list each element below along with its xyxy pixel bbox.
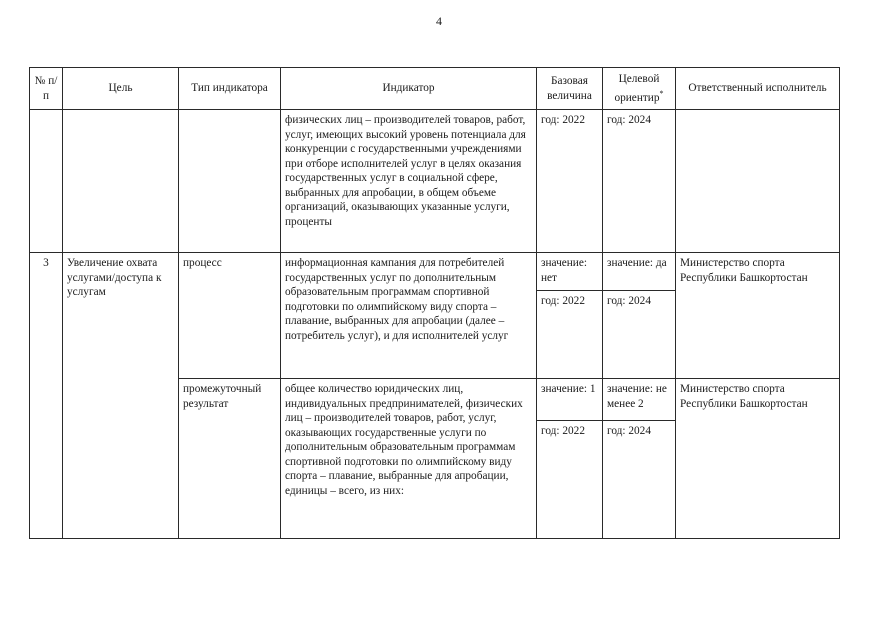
cell-responsible: Министерство спорта Республики Башкортостан <box>676 253 840 379</box>
cell-indicator: информационная кампания для потребителей государственных услуг по дополнительным образовательным программам спортивной подготовки по олимпийскому виду спорта – плавание, выбранных для апробации (далее – потребитель услуг), и для исполнителей услуг <box>281 253 537 379</box>
table-header-row <box>30 68 840 110</box>
cell-base-year: год: 2022 <box>537 291 603 379</box>
cell-target-year: год: 2024 <box>603 291 676 379</box>
header-target <box>603 68 676 110</box>
cell-num: 3 <box>30 253 63 539</box>
cell-base-year: год: 2022 <box>537 110 603 253</box>
cell-goal <box>63 110 179 253</box>
cell-indicator: физических лиц – производителей товаров, работ, услуг, имеющих высокий уровень потенциала для конкуренции с государственными учреждениями при отборе исполнителей услуг в целях оказания государственных услуг в социальной сфере, выбранных для апробации, в общем объеме организаций, оказывающих указанные услуги, проценты <box>281 110 537 253</box>
header-indicator: Индикатор <box>281 68 537 110</box>
header-responsible: Ответственный исполнитель <box>676 68 840 110</box>
header-target-footnote-mark: * <box>659 88 664 98</box>
cell-goal: Увеличение охвата услугами/доступа к услугам <box>63 253 179 539</box>
cell-base-value: значение: 1 <box>537 379 603 421</box>
cell-indicator: общее количество юридических лиц, индивидуальных предпринимателей, физических лиц – производителей товаров, работ, услуг, оказывающих государственные услуги по дополнительным образовательным программам спортивной подготовки по олимпийскому виду спорта – плавание, выбранные для апробации, единицы – всего, из них: <box>281 379 537 539</box>
cell-base-year: год: 2022 <box>537 421 603 539</box>
cell-base-value: значение: нет <box>537 253 603 291</box>
cell-target-year: год: 2024 <box>603 421 676 539</box>
cell-type: процесс <box>179 253 281 379</box>
cell-target-year: год: 2024 <box>603 110 676 253</box>
header-target-label: Целевой ориентир <box>614 73 660 104</box>
header-base-value: Базовая величина <box>537 68 603 110</box>
indicators-table <box>29 67 840 539</box>
page-number: 4 <box>436 14 442 28</box>
cell-responsible: Министерство спорта Республики Башкортостан <box>676 379 840 539</box>
cell-type <box>179 110 281 253</box>
header-goal: Цель <box>63 68 179 110</box>
table-row <box>30 110 840 253</box>
table-row <box>30 253 840 291</box>
cell-target-value: значение: не менее 2 <box>603 379 676 421</box>
cell-target-value: значение: да <box>603 253 676 291</box>
header-indicator-type: Тип индикатора <box>179 68 281 110</box>
header-num: № п/п <box>30 68 63 110</box>
cell-type: промежуточный результат <box>179 379 281 539</box>
cell-num <box>30 110 63 253</box>
cell-responsible <box>676 110 840 253</box>
